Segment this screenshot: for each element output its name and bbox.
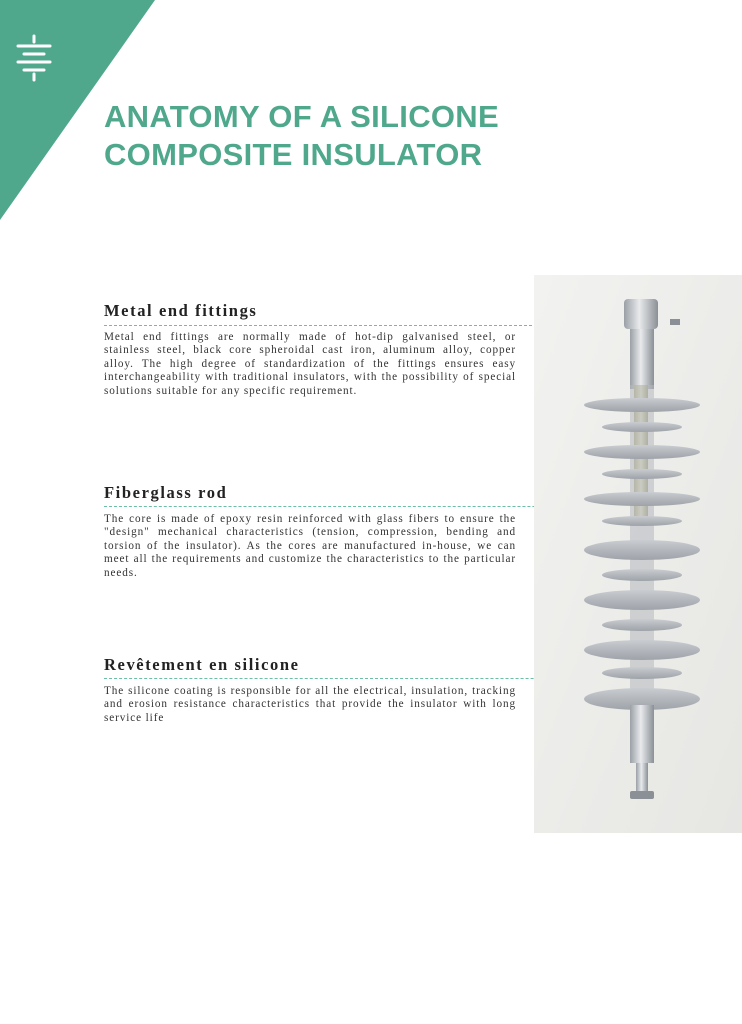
insulator-logo-icon: [14, 34, 54, 82]
section-body: Metal end fittings are normally made of hot-dip galvanised steel, or stainless steel, black core spheroidal cast iron, aluminum alloy, copper alloy. The high degree of standardization of the fittings ensures easy interchangeability with traditional insulators, with the possibility of special solutions suitable for any specific requirement.: [104, 331, 516, 397]
section-heading: Metal end fittings: [104, 301, 258, 320]
section-silicone-coating: [104, 655, 516, 725]
section-heading: Revêtement en silicone: [104, 655, 300, 674]
page-title-line-1: ANATOMY OF A SILICONE: [104, 99, 499, 134]
page-title: [104, 98, 499, 174]
section-body: The core is made of epoxy resin reinforced with glass fibers to ensure the "design" mechanical characteristics (tension, compression, bending and torsion of the insulator). As the cores are manufactured in-house, we can meet all the requirements and customize the characteristics to the particular needs.: [104, 513, 516, 579]
page-title-line-2: COMPOSITE INSULATOR: [104, 137, 483, 172]
insulator-photo: [534, 275, 742, 833]
section-body: The silicone coating is responsible for all the electrical, insulation, tracking and erosion resistance characteristics that provide the insulator with long service life: [104, 685, 516, 724]
section-fiberglass-rod: [104, 483, 516, 580]
section-metal-end-fittings: [104, 301, 516, 398]
section-heading: Fiberglass rod: [104, 483, 228, 502]
